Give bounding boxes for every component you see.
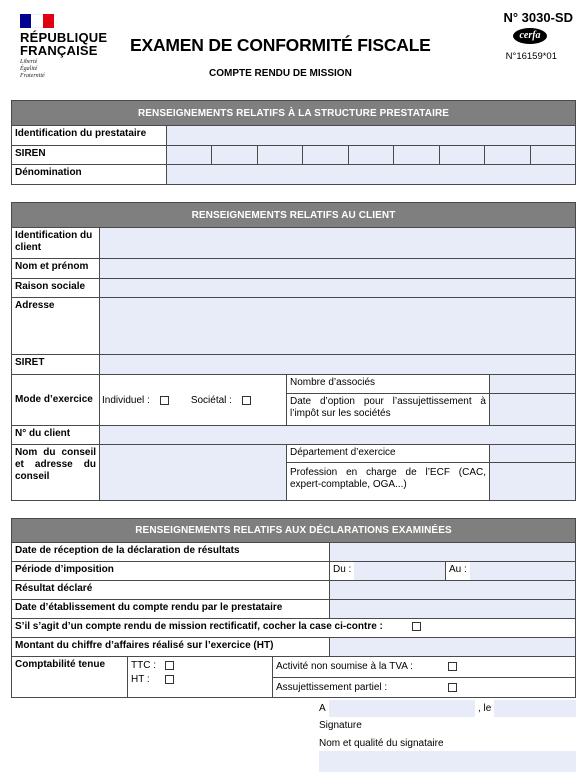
identification-prestataire-field[interactable] (167, 126, 575, 145)
row-raison-sociale (12, 279, 575, 298)
adresse-field[interactable] (100, 298, 575, 354)
raison-sociale-field[interactable] (100, 279, 575, 297)
row-identification-prestataire (12, 126, 575, 146)
periode-du-field[interactable] (354, 562, 445, 580)
row-date-etablissement (12, 600, 575, 619)
label-rectificatif-text: S’il s’agit d’un compte rendu de mission rectificatif, cocher la case ci-contre : (15, 621, 383, 632)
row-periode (12, 562, 575, 581)
individuel-checkbox[interactable] (160, 396, 169, 405)
row-mode-exercice (12, 375, 575, 426)
label-date-etablissement: Date d’établissement du compte rendu par le prestataire (12, 600, 330, 618)
label-mode-exercice (12, 375, 100, 425)
date-option-field[interactable] (490, 394, 575, 425)
label-resultat: Résultat déclaré (12, 581, 330, 599)
signature-le-label: , le (478, 703, 492, 714)
form-number: N° 3030-SD (503, 10, 573, 25)
ht-option (131, 673, 269, 687)
conseil-details (287, 445, 575, 500)
tva-options (273, 657, 575, 697)
row-date-reception (12, 543, 575, 562)
row-siren (12, 146, 575, 165)
label-mode-exercice-text: Mode d’exercice (15, 394, 93, 405)
label-nom-prenom: Nom et prénom (12, 259, 100, 278)
row-rectificatif (12, 619, 575, 638)
section-client-title: RENSEIGNEMENTS RELATIFS AU CLIENT (12, 203, 575, 228)
ttc-label: TTC : (131, 660, 156, 671)
label-date-reception: Date de réception de la déclaration de résultats (12, 543, 330, 561)
siren-field (167, 146, 575, 164)
french-flag-icon (20, 14, 54, 28)
conseil-field[interactable] (100, 445, 287, 500)
nb-associes-field[interactable] (490, 375, 575, 393)
mode-exercice-details (287, 375, 575, 425)
row-nb-associes (287, 375, 575, 394)
label-nb-associes: Nombre d’associés (287, 375, 490, 393)
motto-fraternite: Fraternité (20, 73, 45, 79)
num-client-field[interactable] (100, 426, 575, 444)
date-etablissement-field[interactable] (330, 600, 575, 618)
row-departement (287, 445, 575, 463)
label-departement: Département d’exercice (287, 445, 490, 462)
assujettissement-option (273, 678, 575, 698)
label-identification-prestataire: Identification du prestataire (12, 126, 167, 145)
au-label: Au : (446, 562, 470, 580)
montant-ca-field[interactable] (330, 638, 575, 656)
siren-digit-4[interactable] (303, 146, 348, 164)
rectificatif-checkbox[interactable] (412, 622, 421, 631)
label-date-option: Date d’option pour l’assujettissement à l’impôt sur les sociétés (287, 394, 490, 425)
siret-field[interactable] (100, 355, 575, 374)
siren-digit-1[interactable] (167, 146, 212, 164)
assujettissement-label: Assujettissement partiel : (276, 681, 388, 693)
label-adresse: Adresse (12, 298, 100, 354)
section-prestataire (11, 100, 576, 185)
activite-tva-label: Activité non soumise à la TVA : (276, 661, 413, 673)
ht-label: HT : (131, 674, 150, 685)
row-adresse (12, 298, 575, 355)
denomination-field[interactable] (167, 165, 575, 184)
profession-field[interactable] (490, 463, 575, 500)
form-header (0, 0, 587, 95)
societal-label: Sociétal : (190, 394, 232, 406)
section-client (11, 202, 576, 501)
ttc-option (131, 659, 269, 673)
mode-exercice-options (100, 375, 287, 425)
periode-au (446, 562, 575, 580)
activite-tva-option (273, 657, 575, 678)
motto-egalite: Égalité (20, 66, 38, 72)
row-profession (287, 463, 575, 500)
siren-digit-3[interactable] (258, 146, 303, 164)
periode-du (330, 562, 446, 580)
signature-label: Signature (319, 720, 362, 731)
date-reception-field[interactable] (330, 543, 575, 561)
ht-checkbox[interactable] (165, 675, 174, 684)
republique-line-2: FRANÇAISE (20, 43, 98, 58)
signature-place-field[interactable] (329, 700, 475, 717)
siren-digit-6[interactable] (394, 146, 439, 164)
label-periode: Période d’imposition (12, 562, 330, 580)
row-montant-ca (12, 638, 575, 657)
label-comptabilite: Comptabilité tenue (12, 657, 128, 697)
row-resultat (12, 581, 575, 600)
row-comptabilite (12, 657, 575, 697)
page-subtitle: COMPTE RENDU DE MISSION (209, 68, 352, 79)
siren-digit-2[interactable] (212, 146, 257, 164)
assujettissement-checkbox[interactable] (448, 683, 457, 692)
row-siret (12, 355, 575, 375)
signature-date-field[interactable] (494, 700, 576, 717)
republique-logo (20, 14, 110, 80)
page-title: EXAMEN DE CONFORMITÉ FISCALE (130, 35, 431, 55)
nom-prenom-field[interactable] (100, 259, 575, 278)
label-denomination: Dénomination (12, 165, 167, 184)
cerfa-logo: cerfa (513, 28, 547, 44)
identification-client-field[interactable] (100, 228, 575, 258)
du-label: Du : (330, 562, 354, 580)
individuel-label: Individuel : (102, 394, 150, 406)
label-profession: Profession en charge de l’ECF (CAC, expert-comptable, OGA...) (287, 463, 490, 500)
republique-line-1: RÉPUBLIQUE (20, 30, 108, 45)
section-prestataire-title: RENSEIGNEMENTS RELATIFS À LA STRUCTURE PRESTATAIRE (12, 101, 575, 126)
label-siren: SIREN (12, 146, 167, 164)
row-nom-prenom (12, 259, 575, 279)
label-identification-client: Identification du client (12, 228, 100, 258)
label-raison-sociale: Raison sociale (12, 279, 100, 297)
siren-digit-7[interactable] (440, 146, 485, 164)
motto (20, 59, 110, 80)
ttc-checkbox[interactable] (165, 661, 174, 670)
motto-liberte: Liberté (20, 59, 38, 65)
siren-digit-5[interactable] (349, 146, 394, 164)
cerfa-number: N°16159*01 (505, 51, 557, 62)
departement-field[interactable] (490, 445, 575, 462)
siren-digit-9[interactable] (531, 146, 575, 164)
comptabilite-options (128, 657, 273, 697)
label-conseil: Nom du conseil et adresse du conseil (12, 445, 100, 500)
signature-place-date (319, 700, 576, 717)
row-denomination (12, 165, 575, 184)
section-declarations (11, 518, 576, 698)
resultat-field[interactable] (330, 581, 575, 599)
row-num-client (12, 426, 575, 445)
signature-a-label: A (319, 703, 326, 714)
label-siret: SIRET (12, 355, 100, 374)
label-montant-ca: Montant du chiffre d’affaires réalisé sur l’exercice (HT) (12, 638, 330, 656)
activite-tva-checkbox[interactable] (448, 662, 457, 671)
row-conseil (12, 445, 575, 500)
siren-digit-8[interactable] (485, 146, 530, 164)
section-declarations-title: RENSEIGNEMENTS RELATIFS AUX DÉCLARATIONS EXAMINÉES (12, 519, 575, 543)
signature-field[interactable] (319, 751, 576, 772)
row-identification-client (12, 228, 575, 259)
label-rectificatif (12, 619, 575, 637)
label-num-client: N° du client (12, 426, 100, 444)
societal-checkbox[interactable] (242, 396, 251, 405)
periode-au-field[interactable] (470, 562, 575, 580)
signature-nom-qualite-label: Nom et qualité du signataire (319, 738, 444, 749)
row-date-option (287, 394, 575, 425)
